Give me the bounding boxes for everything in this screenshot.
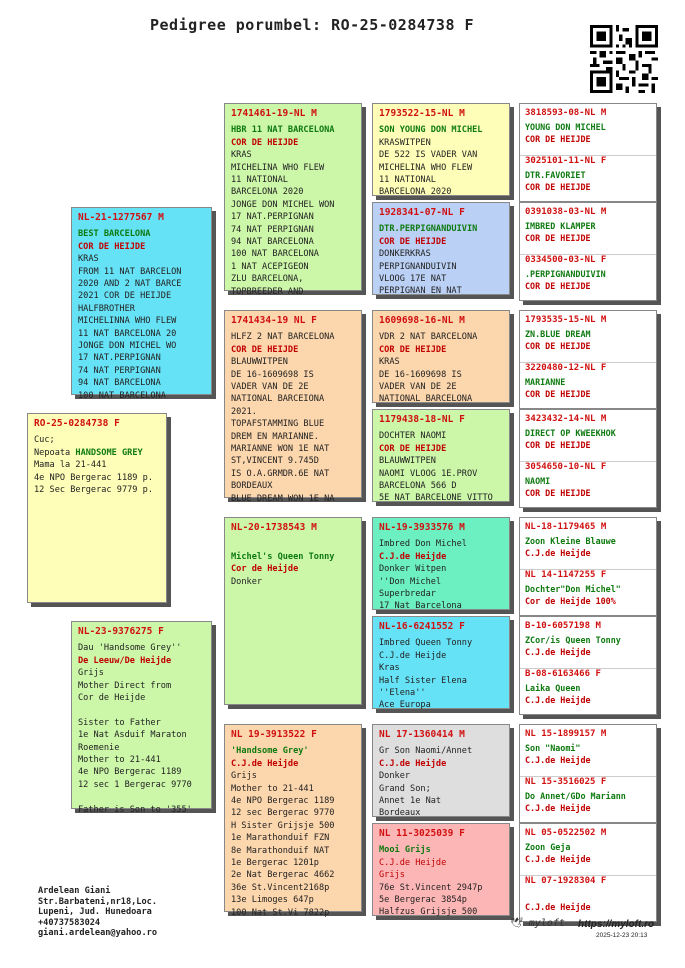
breeder-name: C.J.de Heijde	[525, 647, 591, 657]
detail-line: 2021.	[231, 406, 257, 417]
detail-line: 100 NAT BARCELONA	[231, 249, 319, 260]
detail-line: BORDEAUX	[231, 481, 273, 492]
ggg-pair-card[interactable]	[519, 409, 657, 508]
breeder-name: COR DE HEIJDE	[525, 440, 591, 450]
detail-line: Imbred Don Michel	[379, 539, 467, 550]
great-grandparent-card[interactable]	[372, 310, 510, 403]
detail-line: KRAS	[231, 150, 252, 161]
ggg-parent	[520, 725, 656, 777]
pigeon-name: Dochter"Don Michel"	[525, 584, 621, 594]
ggg-pair-card[interactable]	[519, 517, 657, 616]
ggg-parent	[520, 872, 656, 923]
detail-line: NATIONAL BARCELONA	[379, 394, 473, 405]
ring-number: NL 07-1928304 F	[525, 876, 607, 886]
detail-line: BARCELONA 566 D	[379, 481, 457, 492]
ring-number: 1741461-19-NL M	[231, 108, 317, 119]
site-link[interactable]: https://myloft.ro	[578, 919, 655, 930]
detail-line: BARCELONA 2020	[231, 187, 304, 198]
detail-line	[34, 459, 161, 471]
detail-line: HLFZ 2 NAT BARCELONA	[231, 332, 335, 343]
ggg-parent	[520, 665, 656, 716]
ggg-parent	[520, 311, 656, 363]
breeder-name: COR DE HEIJDE	[525, 488, 591, 498]
grandparent-card[interactable]	[224, 310, 362, 504]
ring-number: 1793522-15-NL M	[379, 108, 465, 119]
detail-line: C.J.de Heijde	[379, 650, 447, 661]
detail-line: NAOMI VLOOG 1E.PROV	[379, 468, 478, 479]
detail-name: HANDSOME GREY	[75, 447, 143, 458]
detail-line	[34, 484, 161, 496]
detail-line: Michel's Queen Tonny	[231, 551, 335, 562]
detail-line: Mother to 21-441	[231, 783, 314, 794]
detail-line: BARCELONA 2020	[379, 187, 452, 198]
qr-code	[590, 25, 658, 93]
detail-line	[78, 704, 206, 716]
detail-line: TOPAFSTAMMING BLUE	[231, 419, 325, 430]
pigeon-name: Zoon Geja	[525, 842, 571, 852]
ring-number: 3220480-12-NL F	[525, 363, 607, 373]
detail-line: 36e St.Vincent2168p	[231, 882, 330, 893]
owner-email[interactable]: giani.ardelean@yahoo.ro	[38, 928, 157, 939]
detail-line: COR DE HEIJDE	[78, 241, 146, 252]
detail-line: 1e Nat Asduif Maraton	[78, 730, 187, 741]
detail-line: BEST BARCELONA	[78, 229, 151, 240]
grandparent-card[interactable]	[224, 517, 362, 705]
detail-line: PERPIGNANDUIVIN	[379, 261, 457, 272]
father-ring: NL-21-1277567 M	[78, 212, 164, 223]
great-grandparent-card[interactable]	[372, 517, 510, 610]
detail-line	[34, 434, 161, 446]
owner-contact	[38, 886, 157, 939]
detail-line: VADER VAN DE 2E	[231, 382, 309, 393]
detail-line: FROM 11 NAT BARCELON	[78, 266, 182, 277]
ring-number: 1928341-07-NL F	[379, 207, 465, 218]
detail-line: ''Elena''	[379, 688, 426, 699]
detail-line: 13e Limoges 647p	[231, 895, 314, 906]
detail-line: DE 522 IS VADER VAN	[379, 150, 478, 161]
detail-line: Ace Europa	[379, 700, 431, 711]
detail-line: Superbredar	[379, 589, 436, 600]
mother-ring: NL-23-9376275 F	[78, 626, 164, 637]
detail-text: Nepoata	[34, 447, 76, 458]
ggg-parent	[520, 518, 656, 570]
great-grandparent-card[interactable]	[372, 616, 510, 709]
detail-line: 4e NPO Bergerac 1189	[231, 796, 335, 807]
ring-number: NL 17-1360414 M	[379, 729, 465, 740]
detail-line: BLAUWWITPEN	[231, 357, 288, 368]
ring-number: 1793535-15-NL M	[525, 315, 607, 325]
ggg-parent	[520, 152, 656, 203]
ring-number: NL 05-0522502 M	[525, 828, 607, 838]
detail-line: 4e NPO Bergerac 1189	[78, 767, 182, 778]
ggg-pair-card[interactable]	[519, 823, 657, 922]
great-grandparent-card[interactable]	[372, 103, 510, 196]
detail-line	[34, 447, 161, 459]
ring-number: NL-19-3933576 M	[379, 522, 465, 533]
detail-line: 76e St.Vincent 2947p	[379, 882, 483, 893]
pigeon-name: Do Annet/GDo Mariann	[525, 791, 626, 801]
logo-text: myloft	[528, 918, 565, 929]
pigeon-name: YOUNG DON MICHEL	[525, 122, 606, 132]
breeder-name: COR DE HEIJDE	[525, 389, 591, 399]
ggg-parent	[520, 617, 656, 669]
detail-line: COR DE HEIJDE	[379, 236, 447, 247]
ring-number: 3025101-11-NL F	[525, 156, 607, 166]
pigeon-name: .PERPIGNANDUIVIN	[525, 269, 606, 279]
dove-icon: 🕊	[510, 918, 523, 929]
father-details	[78, 228, 206, 402]
detail-line: De Leeuw/De Heijde	[78, 655, 172, 666]
detail-line: VADER VAN DE 2E	[379, 382, 457, 393]
detail-line: H Sister Grijsje 500	[231, 820, 335, 831]
detail-line: 1e Bergerac 1201p	[231, 858, 319, 869]
ring-number: NL 15-1899157 M	[525, 729, 607, 739]
detail-line: 1 NAT ACEPIGEON	[231, 261, 309, 272]
detail-line: Sister to Father	[78, 717, 161, 728]
detail-line: Bordeaux	[379, 808, 421, 819]
detail-line: DREM EN MARIANNE.	[231, 431, 319, 442]
owner-name: Ardelean Giani	[38, 886, 111, 896]
ggg-parent	[520, 203, 656, 255]
detail-line: 5e Bergerac 3854p	[379, 895, 467, 906]
subject-ring: RO-25-0284738 F	[34, 418, 120, 429]
ring-number: NL 15-3516025 F	[525, 777, 607, 787]
detail-line: ''Don Michel	[379, 576, 442, 587]
detail-line: JONGE DON MICHEL WON	[231, 199, 335, 210]
ring-number: NL-20-1738543 M	[231, 522, 317, 533]
ggg-parent	[520, 410, 656, 462]
detail-line: NATIONAL BARCEIONA	[231, 394, 325, 405]
detail-line: 74 NAT PERPIGNAN	[78, 365, 161, 376]
detail-line: COR DE HEIJDE	[379, 344, 447, 355]
pigeon-name	[525, 889, 651, 901]
ggg-parent	[520, 104, 656, 156]
ring-number: 0334500-03-NL F	[525, 255, 607, 265]
detail-line: Donker Witpen	[379, 564, 447, 575]
detail-line: MICHELINA WHO FLEW	[231, 162, 325, 173]
detail-line: 2020 AND 2 NAT BARCE	[78, 279, 182, 290]
detail-line: Halfzus Grijsje 500	[379, 907, 478, 918]
detail-line: DE 16-1609698 IS	[231, 369, 314, 380]
ggg-pair-card[interactable]	[519, 616, 657, 715]
breeder-name: COR DE HEIJDE	[525, 341, 591, 351]
detail-line: 1e Marathonduif FZN	[231, 833, 330, 844]
detail-line: 11 NATIONAL	[379, 175, 436, 186]
detail-line: VLOOG 17E NAT	[379, 274, 447, 285]
detail-line: KRAS	[78, 254, 99, 265]
detail-text: Cuc;	[34, 435, 55, 446]
detail-line: C.J.de Heijde	[379, 551, 447, 562]
ggg-parent	[520, 824, 656, 876]
detail-line: Gr Son Naomi/Annet	[379, 746, 473, 757]
breeder-name: C.J.de Heijde	[525, 854, 591, 864]
detail-line	[78, 791, 206, 803]
ring-number: 3423432-14-NL M	[525, 414, 607, 424]
pigeon-name: IMBRED KLAMPER	[525, 221, 596, 231]
detail-line: ZLU BARCELONA,	[231, 274, 304, 285]
detail-line: C.J.de Heijde	[379, 857, 447, 868]
detail-line: SON YOUNG DON MICHEL	[379, 125, 483, 136]
myloft-logo	[510, 918, 565, 929]
owner-street: Str.Barbateni,nr18,Loc.	[38, 896, 157, 907]
detail-line: HALFBROTHER	[78, 303, 135, 314]
detail-line: C.J.de Heijde	[379, 758, 447, 769]
detail-line: 94 NAT BARCELONA	[231, 237, 314, 248]
detail-line: Kras	[379, 663, 400, 674]
ring-number: NL 14-1147255 F	[525, 570, 607, 580]
detail-line: Roemenie	[78, 742, 120, 753]
great-grandparent-card[interactable]	[372, 202, 510, 295]
detail-line: DE 16-1609698 IS	[379, 369, 462, 380]
father-card[interactable]	[71, 207, 212, 401]
detail-line: COR DE HEIJDE	[379, 443, 447, 454]
detail-line: TOPBREEDER AND	[231, 286, 304, 297]
detail-line: Grijs	[78, 668, 104, 679]
pigeon-name: ZN.BLUE DREAM	[525, 329, 591, 339]
detail-line: Annet 1e Nat	[379, 796, 442, 807]
great-grandparent-card[interactable]	[372, 724, 510, 817]
detail-line: DOCHTER NAOMI	[379, 431, 447, 442]
ring-number: NL 11-3025039 F	[379, 828, 465, 839]
detail-line: 5E NAT BARCELONE VITTO	[379, 493, 493, 504]
detail-line: 17 NAT.PERPIGNAN	[231, 212, 314, 223]
detail-line: HBR 11 NAT BARCELONA	[231, 125, 335, 136]
detail-line	[231, 538, 356, 550]
pigeon-name: Zoon Kleine Blauwe	[525, 536, 616, 546]
breeder-name: COR DE HEIJDE	[525, 134, 591, 144]
detail-line: 8e Marathonduif NAT	[231, 845, 330, 856]
ring-number: NL-18-1179465 M	[525, 522, 607, 532]
detail-line: Mother Direct from	[78, 680, 172, 691]
breeder-name: COR DE HEIJDE	[525, 182, 591, 192]
breeder-name: Cor de Heijde 100%	[525, 596, 616, 606]
detail-line	[34, 472, 161, 484]
ggg-pair-card[interactable]	[519, 310, 657, 409]
pigeon-name: ZCor/is Queen Tonny	[525, 635, 621, 645]
detail-line: IS O.A.GRMDR.6E NAT	[231, 468, 330, 479]
ring-number: 3818593-08-NL M	[525, 108, 607, 118]
ring-number: NL 19-3913522 F	[231, 729, 317, 740]
detail-line: Grijs	[231, 771, 257, 782]
detail-line: Half Sister Elena	[379, 675, 467, 686]
detail-line: COR DE HEIJDE	[231, 137, 299, 148]
breeder-name: C.J.de Heijde	[525, 803, 591, 813]
detail-line: Imbred Queen Tonny	[379, 638, 473, 649]
detail-line: C.J.de Heijde	[231, 758, 299, 769]
detail-line: DONKERKRAS	[379, 249, 431, 260]
pigeon-name: Laika Queen	[525, 683, 581, 693]
detail-line: KRASWITPEN	[379, 137, 431, 148]
detail-line: MICHELINNA WHO FLEW	[78, 316, 177, 327]
subject-card[interactable]	[27, 413, 167, 603]
detail-line: 11 NATIONAL	[231, 175, 288, 186]
ring-number: NL-16-6241552 F	[379, 621, 465, 632]
grandparent-card[interactable]	[224, 724, 362, 918]
detail-line: JONGE DON MICHEL WO	[78, 341, 177, 352]
pigeon-name: DTR.FAVORIET	[525, 170, 586, 180]
ggg-pair-card[interactable]	[519, 724, 657, 823]
ggg-parent	[520, 566, 656, 617]
detail-line: 11 NAT BARCELONA 20	[78, 328, 177, 339]
detail-text: 4e NPO Bergerac 1189 p.	[34, 472, 153, 483]
detail-line: 17 NAT.PERPIGNAN	[78, 353, 161, 364]
detail-line: 12 sec 1 Bergerac 9770	[78, 779, 192, 790]
detail-line: 17 Nat Barcelona	[379, 601, 462, 612]
detail-line: ST,VINCENT 9.745D	[231, 456, 319, 467]
pigeon-name: DIRECT OP KWEEKHOK	[525, 428, 616, 438]
grandparent-card[interactable]	[224, 103, 362, 297]
ggg-parent	[520, 773, 656, 824]
owner-city: Lupeni, Jud. Hunedoara	[38, 907, 152, 918]
detail-line: 74 NAT PERPIGNAN	[231, 224, 314, 235]
detail-line: 94 NAT BARCELONA	[78, 378, 161, 389]
detail-line: PERPIGNAN EN NAT	[379, 286, 462, 297]
pigeon-name: MARIANNE	[525, 377, 566, 387]
detail-line: COR DE HEIJDE	[231, 344, 299, 355]
breeder-name: COR DE HEIJDE	[525, 233, 591, 243]
ring-number: B-10-6057198 M	[525, 621, 601, 631]
ring-number: 3054650-10-NL F	[525, 462, 607, 472]
detail-line: Father is Son to '355'	[78, 804, 192, 815]
detail-text: Mama la 21-441	[34, 460, 107, 471]
detail-line: Mooi Grijs	[379, 845, 431, 856]
detail-line: Mother to 21-441	[78, 755, 161, 766]
detail-line: Donker	[379, 771, 411, 782]
breeder-name: C.J.de Heijde	[525, 755, 591, 765]
breeder-name: COR DE HEIJDE	[525, 281, 591, 291]
detail-line: Grijs	[379, 870, 405, 881]
detail-line: MICHELINA WHO FLEW	[379, 162, 473, 173]
subject-details	[34, 434, 161, 496]
ggg-pair-card[interactable]	[519, 202, 657, 301]
mother-details	[78, 642, 206, 816]
detail-line: BLUE DREAM WON 1E NA	[231, 493, 335, 504]
page-title: Pedigree porumbel: RO-25-0284738 F	[150, 16, 475, 34]
detail-line: 100 NAT BARCELONA	[78, 390, 166, 401]
breeder-name: C.J.de Heijde	[525, 548, 591, 558]
mother-card[interactable]	[71, 621, 212, 815]
detail-line: Dau 'Handsome Grey''	[78, 643, 182, 654]
ggg-pair-card[interactable]	[519, 103, 657, 202]
detail-text: 12 Sec Bergerac 9779 p.	[34, 485, 153, 496]
detail-line: BLAUWWITPEN	[379, 456, 436, 467]
ggg-parent	[520, 458, 656, 509]
detail-line: KRAS	[379, 357, 400, 368]
detail-line: MARIANNE WON 1E NAT	[231, 444, 330, 455]
ring-number: B-08-6163466 F	[525, 669, 601, 679]
pigeon-name: Son "Naomi"	[525, 743, 581, 753]
detail-line: Donker	[231, 576, 263, 587]
breeder-name: C.J.de Heijde	[525, 902, 591, 912]
great-grandparent-card[interactable]	[372, 409, 510, 502]
ring-number: 1609698-16-NL M	[379, 315, 465, 326]
ggg-parent	[520, 359, 656, 410]
ring-number: 1741434-19 NL F	[231, 315, 317, 326]
ggg-parent	[520, 251, 656, 302]
detail-line: VDR 2 NAT BARCELONA	[379, 332, 478, 343]
detail-line: Grand Son;	[379, 783, 431, 794]
detail-line: 100 Nat St.Vi 7822p	[231, 907, 330, 918]
detail-line: DTR.PERPIGNANDUIVIN	[379, 224, 478, 235]
detail-line: 2e Nat Bergerac 4662	[231, 870, 335, 881]
great-grandparent-card[interactable]	[372, 823, 510, 916]
detail-line: 'Handsome Grey'	[231, 746, 309, 757]
detail-line: 2021 COR DE HEIJDE	[78, 291, 172, 302]
detail-line: Cor de Heijde	[78, 693, 146, 704]
owner-phone: +40737583024	[38, 917, 101, 928]
ring-number: 1179438-18-NL F	[379, 414, 465, 425]
ring-number: 0391038-03-NL M	[525, 207, 607, 217]
breeder-name: C.J.de Heijde	[525, 695, 591, 705]
detail-line: Cor de Heijde	[231, 564, 299, 575]
print-date: 2025-12-23 20:13	[596, 932, 648, 939]
pigeon-name: NAOMI	[525, 476, 551, 486]
detail-line: 12 sec Bergerac 9770	[231, 808, 335, 819]
